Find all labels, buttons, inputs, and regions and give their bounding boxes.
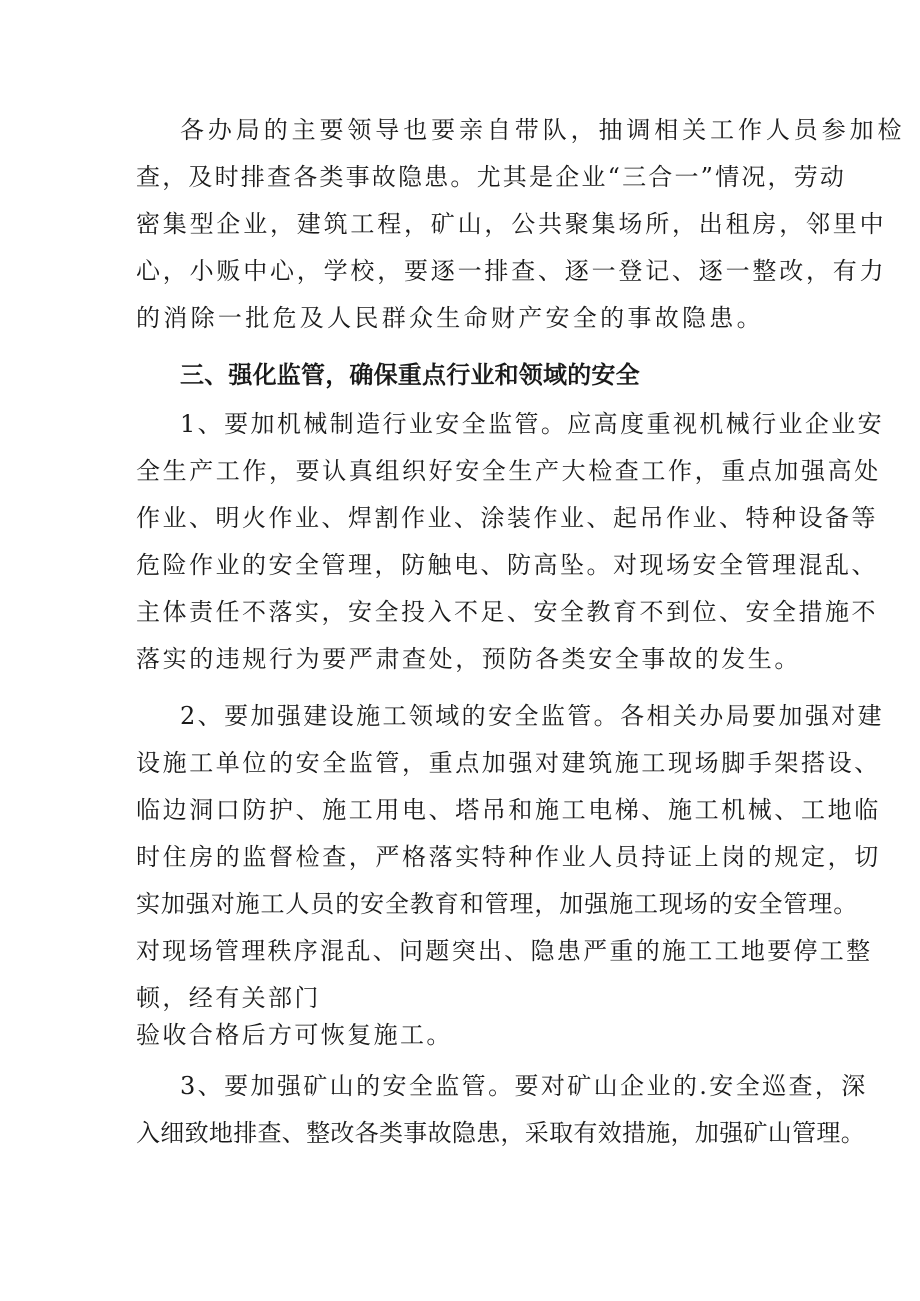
text-line: 时住房的监督检查，严格落实特种作业人员持证上岗的规定，切 [136,843,881,871]
text-line: 对现场管理秩序混乱、问题突出、隐患严重的施工工地要停工整 [136,937,873,965]
text-line: 顿，经有关部门 [136,984,321,1012]
text-line: 实加强对施工人员的安全教育和管理，加强施工现场的安全管理。 [136,890,859,918]
section-heading: 三、强化监管，确保重点行业和领域的安全 [180,361,640,389]
text-line: 全生产工作，要认真组织好安全生产大检查工作，重点加强高处 [136,457,881,485]
text-line: 2、要加强建设施工领域的安全监管。各相关办局要加强对建 [180,702,885,730]
text-line: 各办局的主要领导也要亲自带队，抽调相关工作人员参加检 [180,116,906,144]
text-line: 密集型企业，建筑工程，矿山，公共聚集场所，出租房，邻里中 [136,210,887,238]
text-line: 的消除一批危及人民群众生命财产安全的事故隐患。 [136,304,764,332]
text-line: 心，小贩中心，学校，要逐一排查、逐一登记、逐一整改，有力 [136,257,887,285]
text-line: 查，及时排查各类事故隐患。尤其是企业“三合一”情况，劳动 [136,163,847,191]
text-line: 1、要加机械制造行业安全监管。应高度重视机械行业企业安 [180,410,885,438]
text-line: 设施工单位的安全监管，重点加强对建筑施工现场脚手架搭设、 [136,749,881,777]
text-line: 作业、明火作业、焊割作业、涂装作业、起吊作业、特种设备等 [136,504,878,532]
text-line: 危险作业的安全管理，防触电、防高坠。对现场安全管理混乱、 [136,551,878,579]
text-line: 3、要加强矿山的安全监管。要对矿山企业的.安全巡查，深 [180,1072,868,1100]
text-line: 临边洞口防护、施工用电、塔吊和施工电梯、施工机械、工地临 [136,796,881,824]
text-line: 落实的违规行为要严肃查处，预防各类安全事故的发生。 [136,645,801,673]
text-line: 验收合格后方可恢复施工。 [136,1021,453,1049]
text-line: 主体责任不落实，安全投入不足、安全教育不到位、安全措施不 [136,598,878,626]
text-line: 入细致地排查、整改各类事故隐患，采取有效措施，加强矿山管理。 [136,1119,865,1147]
